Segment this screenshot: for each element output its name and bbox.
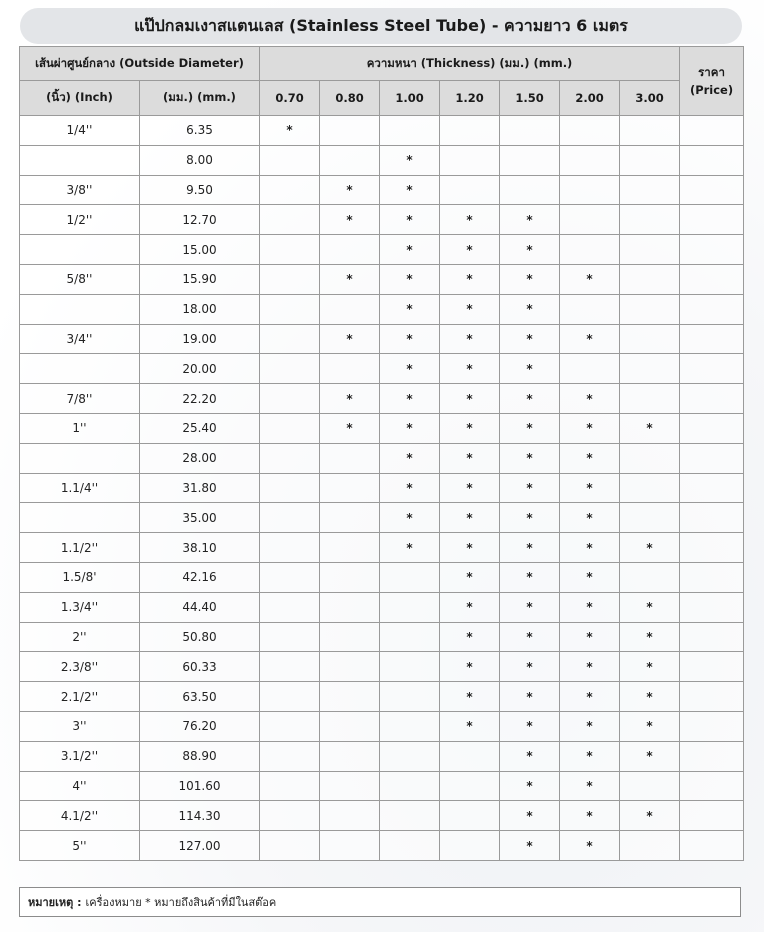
price-cell: [680, 205, 744, 235]
thickness-value-header: 0.70: [260, 81, 320, 116]
thickness-header: ความหนา (Thickness) (มม.) (mm.): [260, 47, 680, 81]
stock-mark-cell: *: [620, 592, 680, 622]
inch-cell: 1.1/4'': [20, 473, 140, 503]
table-row: [20, 354, 744, 384]
price-cell: [680, 413, 744, 443]
inch-cell: 1.5/8': [20, 562, 140, 592]
price-cell: [680, 801, 744, 831]
table-row: [20, 264, 744, 294]
price-cell: [680, 503, 744, 533]
stock-mark-cell: *: [560, 652, 620, 682]
stock-mark-cell: [320, 741, 380, 771]
stock-mark-cell: [320, 652, 380, 682]
stock-mark-cell: [320, 294, 380, 324]
stock-mark-cell: [380, 652, 440, 682]
stock-mark-cell: [620, 264, 680, 294]
price-cell: [680, 473, 744, 503]
stock-mark-cell: [440, 801, 500, 831]
stock-mark-cell: [500, 145, 560, 175]
stock-mark-cell: [320, 235, 380, 265]
mm-cell: 22.20: [140, 384, 260, 414]
stock-mark-cell: *: [440, 711, 500, 741]
inch-column-header: (นิ้ว) (Inch): [20, 81, 140, 116]
table-row: [20, 831, 744, 861]
thickness-value-header: 1.50: [500, 81, 560, 116]
inch-cell: [20, 294, 140, 324]
stock-mark-cell: [440, 771, 500, 801]
stock-mark-cell: *: [560, 384, 620, 414]
stock-mark-cell: *: [560, 533, 620, 563]
stock-mark-cell: [260, 652, 320, 682]
stainless-tube-table: [19, 46, 744, 861]
stock-mark-cell: *: [380, 324, 440, 354]
stock-mark-cell: *: [440, 324, 500, 354]
stock-mark-cell: *: [500, 592, 560, 622]
stock-mark-cell: *: [380, 473, 440, 503]
price-cell: [680, 592, 744, 622]
page-title-text: แป๊ปกลมเงาสแตนเลส (Stainless Steel Tube) - ความยาว 6 เมตร: [134, 15, 628, 35]
stock-mark-cell: [560, 205, 620, 235]
stock-mark-cell: [620, 324, 680, 354]
stock-mark-cell: *: [320, 205, 380, 235]
price-cell: [680, 652, 744, 682]
stock-mark-cell: *: [500, 801, 560, 831]
stock-mark-cell: [440, 175, 500, 205]
stock-mark-cell: [620, 205, 680, 235]
price-header: ราคา (Price): [680, 47, 744, 116]
table-row: [20, 652, 744, 682]
table-row: [20, 503, 744, 533]
stock-mark-cell: [260, 831, 320, 861]
price-cell: [680, 235, 744, 265]
stock-mark-cell: *: [440, 205, 500, 235]
stock-mark-cell: [260, 801, 320, 831]
table-row: [20, 682, 744, 712]
stock-mark-cell: *: [500, 413, 560, 443]
stock-mark-cell: *: [440, 562, 500, 592]
mm-cell: 63.50: [140, 682, 260, 712]
stock-mark-cell: *: [380, 384, 440, 414]
stock-mark-cell: *: [440, 652, 500, 682]
stock-mark-cell: [620, 831, 680, 861]
stock-mark-cell: [380, 771, 440, 801]
stock-mark-cell: *: [560, 622, 620, 652]
price-cell: [680, 294, 744, 324]
stock-mark-cell: [320, 503, 380, 533]
stock-mark-cell: *: [560, 682, 620, 712]
stock-mark-cell: *: [380, 235, 440, 265]
stock-mark-cell: [260, 175, 320, 205]
stock-mark-cell: [620, 175, 680, 205]
stock-mark-cell: [320, 682, 380, 712]
table-row: [20, 294, 744, 324]
inch-cell: 3/8'': [20, 175, 140, 205]
stock-mark-cell: [320, 801, 380, 831]
table-row: [20, 711, 744, 741]
mm-cell: 15.00: [140, 235, 260, 265]
inch-cell: 2.1/2'': [20, 682, 140, 712]
stock-mark-cell: *: [560, 562, 620, 592]
price-cell: [680, 116, 744, 146]
price-cell: [680, 831, 744, 861]
stock-mark-cell: *: [560, 741, 620, 771]
price-cell: [680, 384, 744, 414]
stock-mark-cell: [380, 116, 440, 146]
stock-mark-cell: *: [500, 503, 560, 533]
stock-mark-cell: *: [500, 562, 560, 592]
table-row: [20, 592, 744, 622]
stock-mark-cell: *: [620, 682, 680, 712]
stock-mark-cell: *: [320, 175, 380, 205]
price-cell: [680, 682, 744, 712]
stock-mark-cell: *: [320, 264, 380, 294]
stock-mark-cell: [320, 116, 380, 146]
table-row: [20, 145, 744, 175]
footnote-label: หมายเหตุ :: [28, 896, 82, 909]
stock-mark-cell: *: [440, 682, 500, 712]
stock-mark-cell: [560, 294, 620, 324]
price-cell: [680, 533, 744, 563]
inch-cell: 2.3/8'': [20, 652, 140, 682]
thickness-value-header: 3.00: [620, 81, 680, 116]
stock-mark-cell: [260, 413, 320, 443]
mm-cell: 101.60: [140, 771, 260, 801]
table-row: [20, 324, 744, 354]
stock-mark-cell: [620, 145, 680, 175]
price-cell: [680, 771, 744, 801]
stock-mark-cell: *: [380, 354, 440, 384]
mm-cell: 6.35: [140, 116, 260, 146]
inch-cell: 5/8'': [20, 264, 140, 294]
mm-cell: 19.00: [140, 324, 260, 354]
stock-mark-cell: [620, 116, 680, 146]
mm-cell: 20.00: [140, 354, 260, 384]
stock-mark-cell: [260, 354, 320, 384]
stock-mark-cell: *: [440, 413, 500, 443]
inch-cell: [20, 443, 140, 473]
stock-mark-cell: *: [380, 503, 440, 533]
table-row: [20, 801, 744, 831]
price-cell: [680, 443, 744, 473]
inch-cell: 1.1/2'': [20, 533, 140, 563]
price-cell: [680, 741, 744, 771]
stock-mark-cell: [620, 443, 680, 473]
stock-mark-cell: [260, 235, 320, 265]
stock-mark-cell: [260, 622, 320, 652]
table-row: [20, 384, 744, 414]
inch-cell: 2'': [20, 622, 140, 652]
stock-mark-cell: *: [620, 652, 680, 682]
table-row: [20, 443, 744, 473]
price-cell: [680, 324, 744, 354]
stock-mark-cell: *: [560, 443, 620, 473]
stock-mark-cell: *: [560, 801, 620, 831]
stock-mark-cell: [440, 831, 500, 861]
mm-cell: 31.80: [140, 473, 260, 503]
stock-mark-cell: [260, 592, 320, 622]
stock-mark-cell: [380, 801, 440, 831]
table-row: [20, 533, 744, 563]
stock-mark-cell: [380, 831, 440, 861]
stock-mark-cell: *: [440, 592, 500, 622]
stock-mark-cell: *: [260, 116, 320, 146]
mm-cell: 12.70: [140, 205, 260, 235]
mm-cell: 8.00: [140, 145, 260, 175]
mm-cell: 114.30: [140, 801, 260, 831]
stock-mark-cell: *: [560, 264, 620, 294]
table-row: [20, 741, 744, 771]
mm-cell: 44.40: [140, 592, 260, 622]
stock-mark-cell: *: [620, 622, 680, 652]
stock-mark-cell: [320, 533, 380, 563]
table-row: [20, 771, 744, 801]
inch-cell: 1'': [20, 413, 140, 443]
stock-mark-cell: *: [440, 533, 500, 563]
stock-mark-cell: [620, 294, 680, 324]
inch-cell: [20, 354, 140, 384]
stock-mark-cell: *: [380, 145, 440, 175]
mm-cell: 25.40: [140, 413, 260, 443]
stock-mark-cell: *: [500, 264, 560, 294]
price-cell: [680, 264, 744, 294]
stock-mark-cell: *: [620, 741, 680, 771]
stock-mark-cell: *: [500, 622, 560, 652]
mm-cell: 15.90: [140, 264, 260, 294]
stock-mark-cell: *: [560, 831, 620, 861]
stock-mark-cell: *: [500, 652, 560, 682]
stock-mark-cell: *: [440, 473, 500, 503]
stock-mark-cell: *: [620, 413, 680, 443]
stock-mark-cell: *: [560, 711, 620, 741]
inch-cell: 1/2'': [20, 205, 140, 235]
stock-mark-cell: [500, 175, 560, 205]
mm-cell: 60.33: [140, 652, 260, 682]
stock-mark-cell: [620, 235, 680, 265]
table-row: [20, 175, 744, 205]
price-cell: [680, 145, 744, 175]
stock-mark-cell: *: [560, 771, 620, 801]
mm-cell: 42.16: [140, 562, 260, 592]
stock-mark-cell: *: [500, 771, 560, 801]
stock-mark-cell: *: [380, 294, 440, 324]
stock-mark-cell: *: [380, 175, 440, 205]
stock-mark-cell: [260, 264, 320, 294]
stock-mark-cell: [440, 145, 500, 175]
stock-mark-cell: [260, 503, 320, 533]
price-cell: [680, 622, 744, 652]
footnote-text: เครื่องหมาย * หมายถึงสินค้าที่มีในสต๊อค: [85, 896, 277, 909]
stock-mark-cell: *: [500, 205, 560, 235]
page-title: [20, 8, 742, 44]
inch-cell: 1.3/4'': [20, 592, 140, 622]
inch-cell: 3.1/2'': [20, 741, 140, 771]
stock-mark-cell: *: [500, 384, 560, 414]
mm-cell: 18.00: [140, 294, 260, 324]
inch-cell: 3/4'': [20, 324, 140, 354]
stock-mark-cell: [260, 384, 320, 414]
stock-mark-cell: *: [380, 205, 440, 235]
stock-mark-cell: *: [560, 503, 620, 533]
stock-mark-cell: *: [500, 443, 560, 473]
stock-mark-cell: [440, 116, 500, 146]
table-row: [20, 116, 744, 146]
stock-mark-cell: [260, 533, 320, 563]
stock-mark-cell: *: [440, 503, 500, 533]
inch-cell: [20, 235, 140, 265]
stock-mark-cell: *: [440, 384, 500, 414]
thickness-value-header: 2.00: [560, 81, 620, 116]
stock-mark-cell: *: [320, 384, 380, 414]
outside-diameter-header: เส้นผ่าศูนย์กลาง (Outside Diameter): [20, 47, 260, 81]
stock-mark-cell: *: [500, 473, 560, 503]
stock-mark-cell: [260, 324, 320, 354]
stock-mark-cell: [620, 473, 680, 503]
mm-cell: 127.00: [140, 831, 260, 861]
stock-mark-cell: *: [500, 711, 560, 741]
stock-mark-cell: [620, 503, 680, 533]
stock-mark-cell: *: [320, 324, 380, 354]
stock-mark-cell: [380, 622, 440, 652]
stock-mark-cell: *: [440, 264, 500, 294]
stock-mark-cell: [380, 682, 440, 712]
stock-mark-cell: *: [500, 741, 560, 771]
mm-cell: 76.20: [140, 711, 260, 741]
stock-mark-cell: [260, 562, 320, 592]
stock-mark-cell: *: [500, 235, 560, 265]
price-cell: [680, 354, 744, 384]
stock-mark-cell: [260, 771, 320, 801]
table-row: [20, 413, 744, 443]
stock-mark-cell: *: [560, 473, 620, 503]
table-row: [20, 205, 744, 235]
stock-mark-cell: *: [500, 682, 560, 712]
price-cell: [680, 711, 744, 741]
stock-mark-cell: *: [380, 443, 440, 473]
stock-mark-cell: *: [380, 264, 440, 294]
price-cell: [680, 175, 744, 205]
stock-mark-cell: [380, 711, 440, 741]
stock-mark-cell: [260, 294, 320, 324]
stock-mark-cell: *: [320, 413, 380, 443]
stock-mark-cell: [560, 235, 620, 265]
stock-mark-cell: [320, 473, 380, 503]
stock-mark-cell: [320, 592, 380, 622]
stock-mark-cell: [320, 771, 380, 801]
stock-mark-cell: *: [560, 324, 620, 354]
stock-mark-cell: *: [380, 413, 440, 443]
table-row: [20, 235, 744, 265]
stock-mark-cell: *: [620, 533, 680, 563]
stock-mark-cell: *: [500, 533, 560, 563]
mm-cell: 35.00: [140, 503, 260, 533]
stock-mark-cell: *: [440, 235, 500, 265]
stock-mark-cell: [620, 354, 680, 384]
stock-mark-cell: [440, 741, 500, 771]
mm-cell: 88.90: [140, 741, 260, 771]
stock-mark-cell: [260, 205, 320, 235]
thickness-value-header: 0.80: [320, 81, 380, 116]
stock-mark-cell: [260, 711, 320, 741]
stock-mark-cell: [260, 473, 320, 503]
inch-cell: 3'': [20, 711, 140, 741]
stock-mark-cell: [260, 443, 320, 473]
stock-mark-cell: *: [500, 831, 560, 861]
stock-mark-cell: [320, 711, 380, 741]
mm-cell: 38.10: [140, 533, 260, 563]
stock-mark-cell: [620, 771, 680, 801]
stock-mark-cell: [320, 562, 380, 592]
stock-mark-cell: [560, 145, 620, 175]
table-row: [20, 473, 744, 503]
stock-mark-cell: *: [560, 413, 620, 443]
inch-cell: 7/8'': [20, 384, 140, 414]
stock-mark-cell: *: [620, 711, 680, 741]
stock-mark-cell: *: [440, 354, 500, 384]
mm-cell: 9.50: [140, 175, 260, 205]
stock-mark-cell: [620, 562, 680, 592]
mm-cell: 28.00: [140, 443, 260, 473]
stock-mark-cell: [320, 622, 380, 652]
stock-mark-cell: [320, 145, 380, 175]
price-cell: [680, 562, 744, 592]
stock-mark-cell: *: [500, 324, 560, 354]
thickness-value-header: 1.00: [380, 81, 440, 116]
inch-cell: 5'': [20, 831, 140, 861]
stock-mark-cell: [560, 354, 620, 384]
table-row: [20, 622, 744, 652]
mm-cell: 50.80: [140, 622, 260, 652]
stock-mark-cell: *: [440, 294, 500, 324]
inch-cell: 1/4'': [20, 116, 140, 146]
stock-mark-cell: [320, 354, 380, 384]
stock-mark-cell: [260, 145, 320, 175]
stock-mark-cell: [500, 116, 560, 146]
stock-mark-cell: [320, 831, 380, 861]
inch-cell: [20, 503, 140, 533]
stock-mark-cell: *: [440, 443, 500, 473]
footnote: [19, 887, 741, 917]
stock-mark-cell: *: [380, 533, 440, 563]
stock-mark-cell: *: [440, 622, 500, 652]
thickness-value-header: 1.20: [440, 81, 500, 116]
stock-mark-cell: *: [560, 592, 620, 622]
inch-cell: 4.1/2'': [20, 801, 140, 831]
stock-mark-cell: [260, 682, 320, 712]
stock-mark-cell: [320, 443, 380, 473]
stock-mark-cell: *: [500, 354, 560, 384]
stock-mark-cell: [380, 562, 440, 592]
inch-cell: [20, 145, 140, 175]
mm-column-header: (มม.) (mm.): [140, 81, 260, 116]
stock-mark-cell: *: [620, 801, 680, 831]
stock-mark-cell: [380, 592, 440, 622]
stock-mark-cell: [560, 116, 620, 146]
stock-mark-cell: [260, 741, 320, 771]
stock-mark-cell: [620, 384, 680, 414]
stock-mark-cell: [380, 741, 440, 771]
table-row: [20, 562, 744, 592]
inch-cell: 4'': [20, 771, 140, 801]
stock-mark-cell: [560, 175, 620, 205]
stock-mark-cell: *: [500, 294, 560, 324]
